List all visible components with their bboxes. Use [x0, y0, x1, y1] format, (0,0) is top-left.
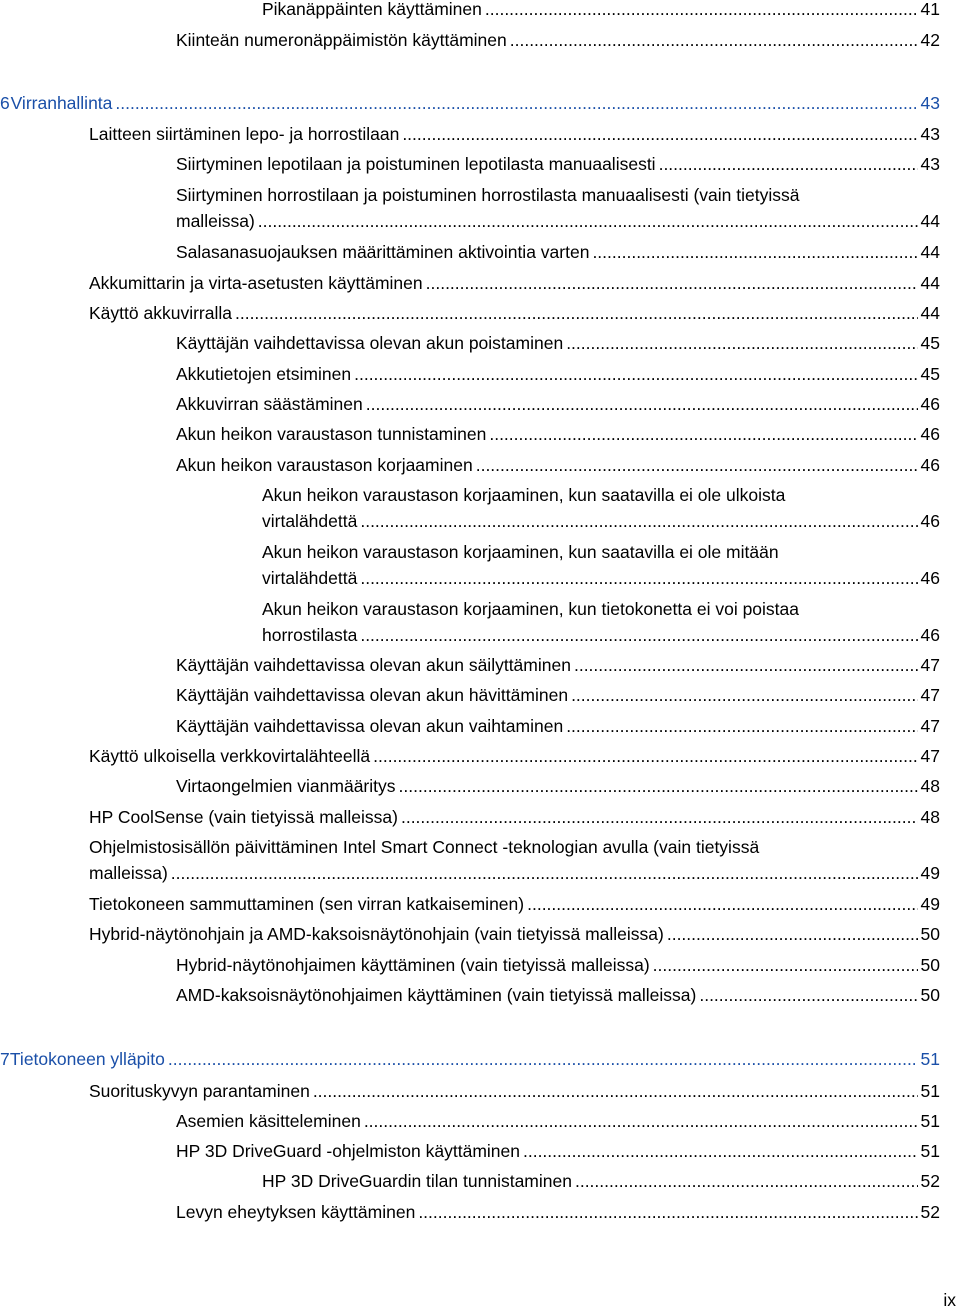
page-number-footer: ix: [943, 1290, 956, 1310]
toc-entry-title: Akun heikon varaustason tunnistaminen: [176, 424, 487, 444]
chapter-number: 6: [0, 93, 10, 113]
toc-entry-page: 44: [920, 242, 940, 262]
toc-entry-page: 50: [920, 955, 940, 975]
toc-entry[interactable]: [176, 652, 940, 678]
toc-entry-title: HP 3D DriveGuardin tilan tunnistaminen: [262, 1171, 572, 1191]
toc-entry[interactable]: [262, 0, 940, 22]
toc-entry-title-line2: virtalähdettä: [262, 511, 358, 531]
toc-entry[interactable]: [176, 682, 940, 708]
toc-entry-page: 48: [920, 776, 940, 796]
toc-entry-title: Akkutietojen etsiminen: [176, 364, 352, 384]
toc-entry-page: 43: [920, 93, 940, 113]
toc-entry-title: Akkumittarin ja virta-asetusten käyttäminen: [89, 273, 423, 293]
toc-entry-title: Suorituskyvyn parantaminen: [89, 1081, 310, 1101]
toc-chapter-entry[interactable]: [0, 1046, 940, 1072]
toc-entry-title: Virranhallinta: [10, 93, 113, 113]
toc-entry-title-line1: Siirtyminen horrostilaan ja poistuminen horrostilasta manuaalisesti (vain tietyissä: [176, 185, 800, 205]
toc-entry-title-line1: Akun heikon varaustason korjaaminen, kun saatavilla ei ole ulkoista: [262, 485, 786, 505]
toc-entry-title: Kiinteän numeronäppäimistön käyttäminen: [176, 30, 507, 50]
toc-entry-page: 47: [920, 685, 940, 705]
toc-entry-page: 41: [920, 0, 940, 19]
toc-entry[interactable]: [176, 421, 940, 447]
toc-entry-title: Siirtyminen lepotilaan ja poistuminen lepotilasta manuaalisesti: [176, 154, 656, 174]
toc-entry-title-line1: Ohjelmistosisällön päivittäminen Intel Smart Connect -teknologian avulla (vain tietyissä: [89, 837, 760, 857]
toc-entry-page: 44: [920, 273, 940, 293]
toc-entry[interactable]: [176, 151, 940, 177]
toc-entry[interactable]: [176, 182, 940, 234]
toc-entry-title: Virtaongelmien vianmääritys: [176, 776, 396, 796]
toc-entry[interactable]: [176, 1138, 940, 1164]
toc-entry[interactable]: [89, 804, 940, 830]
toc-entry-title: Pikanäppäinten käyttäminen: [262, 0, 482, 19]
toc-entry[interactable]: [89, 891, 940, 917]
toc-entry-title-line2: virtalähdettä: [262, 568, 358, 588]
toc-entry-title: Käyttö ulkoisella verkkovirtalähteellä: [89, 746, 371, 766]
toc-entry[interactable]: [89, 300, 940, 326]
toc-entry-page: 45: [920, 364, 940, 384]
toc-entry[interactable]: [176, 1108, 940, 1134]
toc-entry-page: 51: [920, 1081, 940, 1101]
toc-entry-page: 47: [920, 655, 940, 675]
toc-entry[interactable]: [89, 121, 940, 147]
toc-entry[interactable]: [89, 743, 940, 769]
toc-entry-title: Käyttäjän vaihdettavissa olevan akun poistaminen: [176, 333, 564, 353]
toc-entry-title: Käyttäjän vaihdettavissa olevan akun säilyttäminen: [176, 655, 571, 675]
toc-entry-title: Käyttäjän vaihdettavissa olevan akun hävittäminen: [176, 685, 569, 705]
toc-entry[interactable]: [89, 834, 940, 886]
toc-entry[interactable]: [262, 539, 940, 591]
toc-entry-title-line2: malleissa): [89, 863, 168, 883]
toc-entry[interactable]: [89, 1078, 940, 1104]
toc-entry-title: HP CoolSense (vain tietyissä malleissa): [89, 807, 398, 827]
toc-entry-page: 50: [920, 924, 940, 944]
toc-entry[interactable]: [176, 982, 940, 1008]
toc-entry-page: 51: [920, 1111, 940, 1131]
toc-entry-page: 42: [920, 30, 940, 50]
toc-entry-title: Tietokoneen sammuttaminen (sen virran katkaiseminen): [89, 894, 525, 914]
toc-entry-title: Akkuvirran säästäminen: [176, 394, 363, 414]
toc-entry-title: Asemien käsitteleminen: [176, 1111, 361, 1131]
toc-entry[interactable]: [176, 952, 940, 978]
toc-entry-title-line2: malleissa): [176, 211, 255, 231]
toc-entry-page: 51: [920, 1141, 940, 1161]
toc-entry-page: 49: [920, 894, 940, 914]
toc-entry-title-line1: Akun heikon varaustason korjaaminen, kun saatavilla ei ole mitään: [262, 542, 779, 562]
toc-entry-title: Tietokoneen ylläpito: [9, 1049, 165, 1069]
toc-entry-page: 46: [920, 455, 940, 475]
toc-entry[interactable]: [262, 1168, 940, 1194]
toc-entry[interactable]: [176, 713, 940, 739]
toc-chapter-entry[interactable]: [0, 90, 940, 116]
toc-entry-page: 46: [920, 424, 940, 444]
toc-entry[interactable]: [176, 773, 940, 799]
toc-entry[interactable]: [176, 391, 940, 417]
toc-entry-title: Käyttö akkuvirralla: [89, 303, 232, 323]
toc-entry[interactable]: [176, 27, 940, 53]
toc-entry-title: Käyttäjän vaihdettavissa olevan akun vaihtaminen: [176, 716, 564, 736]
toc-entry[interactable]: [262, 596, 940, 648]
chapter-number: 7: [0, 1049, 10, 1069]
toc-entry[interactable]: [176, 452, 940, 478]
toc-entry[interactable]: [176, 239, 940, 265]
toc-entry-title: Akun heikon varaustason korjaaminen: [176, 455, 473, 475]
toc-entry-page: 50: [920, 985, 940, 1005]
toc-entry-page: 52: [920, 1202, 940, 1222]
toc-entry-page: 46: [920, 625, 940, 645]
toc-entry-page: 47: [920, 746, 940, 766]
toc-entry-title: Levyn eheytyksen käyttäminen: [176, 1202, 416, 1222]
toc-entry[interactable]: [89, 270, 940, 296]
toc-entry[interactable]: [176, 361, 940, 387]
toc-entry-title-line2: horrostilasta: [262, 625, 358, 645]
toc-entry-page: 52: [920, 1171, 940, 1191]
toc-entry-page: 43: [920, 154, 940, 174]
toc-entry[interactable]: [176, 1199, 940, 1225]
toc-entry-page: 44: [920, 211, 940, 231]
toc-entry-page: 45: [920, 333, 940, 353]
toc-entry-page: 46: [920, 394, 940, 414]
toc-entry-title: AMD-kaksoisnäytönohjaimen käyttäminen (vain tietyissä malleissa): [176, 985, 697, 1005]
toc-entry[interactable]: [262, 482, 940, 534]
toc-entry-page: 46: [920, 511, 940, 531]
toc-entry-page: 48: [920, 807, 940, 827]
toc-entry-page: 47: [920, 716, 940, 736]
toc-entry-page: 49: [920, 863, 940, 883]
toc-entry-title: Hybrid-näytönohjain ja AMD-kaksoisnäytönohjain (vain tietyissä malleissa): [89, 924, 664, 944]
toc-entry-page: 43: [920, 124, 940, 144]
toc-entry-page: 44: [920, 303, 940, 323]
toc-entry[interactable]: [89, 921, 940, 947]
toc-entry-title: Hybrid-näytönohjaimen käyttäminen (vain tietyissä malleissa): [176, 955, 650, 975]
toc-entry-title: HP 3D DriveGuard -ohjelmiston käyttäminen: [176, 1141, 520, 1161]
toc-entry-title: Salasanasuojauksen määrittäminen aktivointia varten: [176, 242, 590, 262]
toc-entry-page: 51: [920, 1049, 940, 1069]
toc-entry-title: Laitteen siirtäminen lepo- ja horrostilaan: [89, 124, 400, 144]
toc-entry[interactable]: [176, 330, 940, 356]
toc-entry-title-line1: Akun heikon varaustason korjaaminen, kun tietokonetta ei voi poistaa: [262, 599, 799, 619]
toc-entry-page: 46: [920, 568, 940, 588]
